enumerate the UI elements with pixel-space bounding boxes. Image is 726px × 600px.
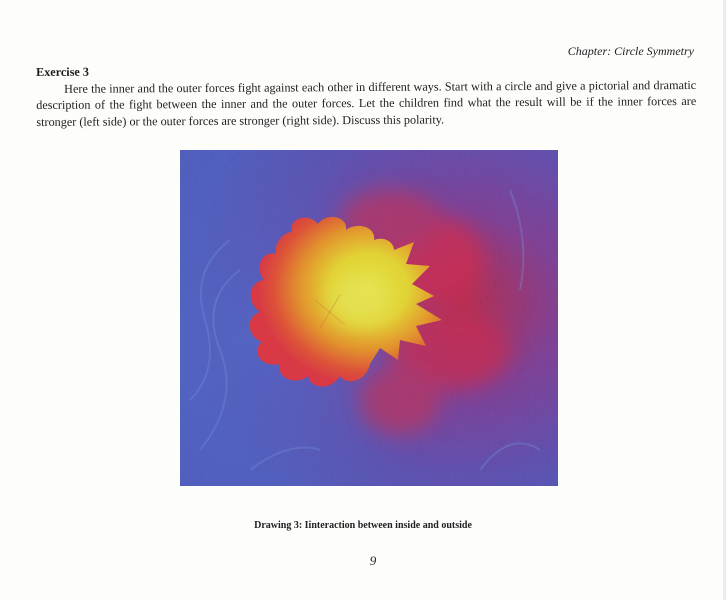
exercise-section [36,60,696,130]
chapter-header: Chapter: Circle Symmetry [567,44,694,58]
drawing-image [180,150,558,486]
exercise-text: Here the inner and the outer forces fight against each other in different ways. Start with a circle and give a pictorial and dramatic description of the fight between the inner and the outer forces. Let the children find what the result will be if the inner forces are stronger (left side) or the outer forces are stronger (right side). Discuss this polarity. [36,77,697,129]
crayon-drawing [180,150,558,486]
drawing-caption: Drawing 3: Iinteraction between inside and outside [254,520,472,531]
exercise-title: Exercise 3 [36,64,90,79]
page-number: 9 [369,553,377,568]
